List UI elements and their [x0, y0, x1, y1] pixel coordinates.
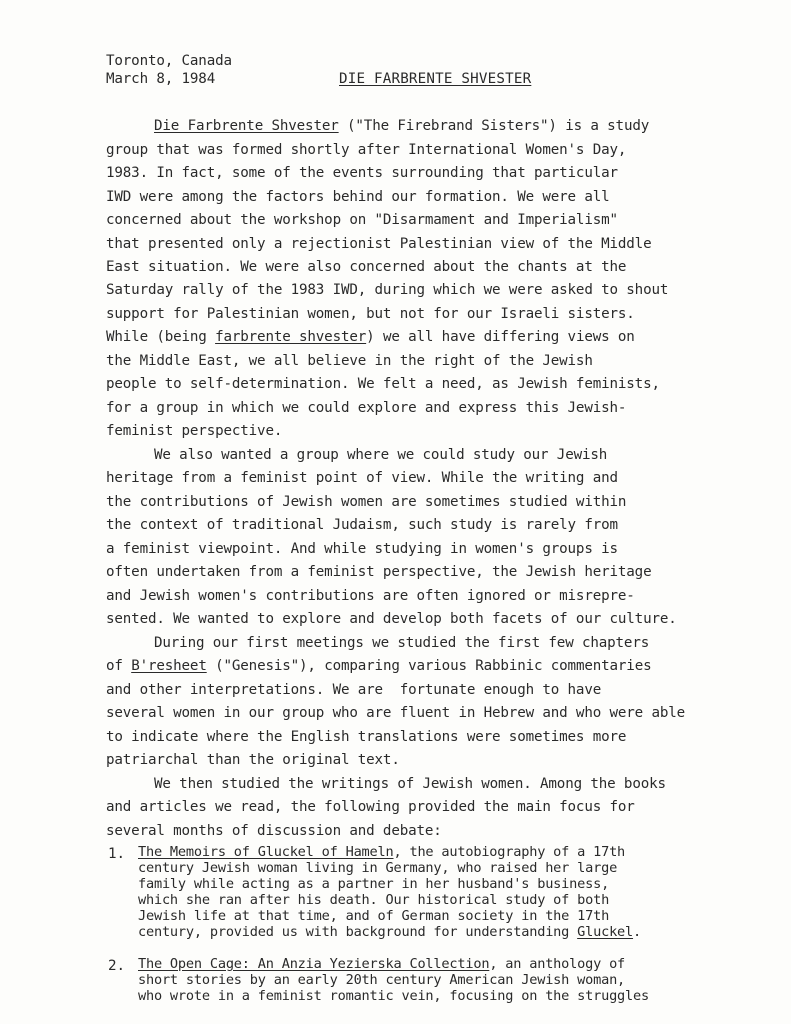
paragraph-line: support for Palestinian women, but not for our Israeli sisters. [106, 306, 635, 322]
list-item-line: who wrote in a feminist romantic vein, focusing on the struggles [138, 988, 649, 1004]
list-item-line: family while acting as a partner in her husband's business, [138, 876, 610, 892]
paragraph-line: for a group in which we could explore and express this Jewish- [106, 400, 627, 416]
paragraph-line: group that was formed shortly after International Women's Day, [106, 142, 627, 158]
paragraph-line: Die Farbrente Shvester ("The Firebrand Sisters") is a study [154, 118, 650, 134]
list-item-line: The Open Cage: An Anzia Yezierska Collection, an anthology of [138, 956, 626, 972]
paragraph-line: the Middle East, we all believe in the right of the Jewish [106, 353, 593, 369]
paragraph-line: the contributions of Jewish women are sometimes studied within [106, 494, 627, 510]
gluckel-term: Gluckel [577, 924, 634, 940]
date-line: March 8, 1984 [106, 71, 216, 87]
paragraph-line: patriarchal than the original text. [106, 752, 400, 768]
paragraph-line: to indicate where the English translations were sometimes more [106, 729, 627, 745]
list-item-line: The Memoirs of Gluckel of Hameln, the autobiography of a 17th [138, 844, 626, 860]
paragraph-line: 1983. In fact, some of the events surrounding that particular [106, 165, 618, 181]
book-title: The Memoirs of Gluckel of Hameln [138, 844, 394, 860]
paragraph-line: While (being farbrente shvester) we all have differing views on [106, 329, 635, 345]
paragraph-line: IWD were among the factors behind our formation. We were all [106, 189, 610, 205]
paragraph-line: concerned about the workshop on "Disarmament and Imperialism" [106, 212, 618, 228]
paragraph-line: a feminist viewpoint. And while studying in women's groups is [106, 541, 618, 557]
list-item-line: which she ran after his death. Our historical study of both [138, 892, 610, 908]
paragraph-line: We then studied the writings of Jewish women. Among the books [154, 776, 666, 792]
paragraph-line: and other interpretations. We are fortunate enough to have [106, 682, 602, 698]
document-title: DIE FARBRENTE SHVESTER [339, 71, 532, 87]
paragraph-line: people to self-determination. We felt a need, as Jewish feminists, [106, 376, 660, 392]
list-number: 1. [108, 846, 126, 862]
paragraph-line: and Jewish women's contributions are often ignored or misrepre- [106, 588, 635, 604]
bresheet-title: B'resheet [131, 658, 207, 674]
paragraph-line: Saturday rally of the 1983 IWD, during which we were asked to shout [106, 282, 669, 298]
paragraph-line: that presented only a rejectionist Palestinian view of the Middle [106, 236, 652, 252]
paragraph-line: We also wanted a group where we could study our Jewish [154, 447, 608, 463]
list-item-line: century Jewish woman living in Germany, who raised her large [138, 860, 618, 876]
book-title: The Open Cage: An Anzia Yezierska Collection [138, 956, 490, 972]
paragraph-line: feminist perspective. [106, 423, 283, 439]
paragraph-line: East situation. We were also concerned about the chants at the [106, 259, 627, 275]
paragraph-line: and articles we read, the following provided the main focus for [106, 799, 635, 815]
place-line: Toronto, Canada [106, 53, 232, 69]
paragraph-line: the context of traditional Judaism, such study is rarely from [106, 517, 618, 533]
list-number: 2. [108, 958, 126, 974]
farbrente-shvester-term: farbrente shvester [215, 329, 367, 345]
paragraph-line: several women in our group who are fluent in Hebrew and who were able [106, 705, 686, 721]
list-item-line: century, provided us with background for understanding Gluckel. [138, 924, 642, 940]
paragraph-line: heritage from a feminist point of view. While the writing and [106, 470, 618, 486]
list-item-line: Jewish life at that time, and of German society in the 17th [138, 908, 610, 924]
group-name: Die Farbrente Shvester [154, 118, 339, 134]
list-item-line: short stories by an early 20th century American Jewish woman, [138, 972, 626, 988]
paragraph-line: of B'resheet ("Genesis"), comparing various Rabbinic commentaries [106, 658, 652, 674]
paragraph-line: often undertaken from a feminist perspective, the Jewish heritage [106, 564, 652, 580]
paragraph-line: During our first meetings we studied the first few chapters [154, 635, 650, 651]
paragraph-line: several months of discussion and debate: [106, 823, 442, 839]
paragraph-line: sented. We wanted to explore and develop both facets of our culture. [106, 611, 677, 627]
